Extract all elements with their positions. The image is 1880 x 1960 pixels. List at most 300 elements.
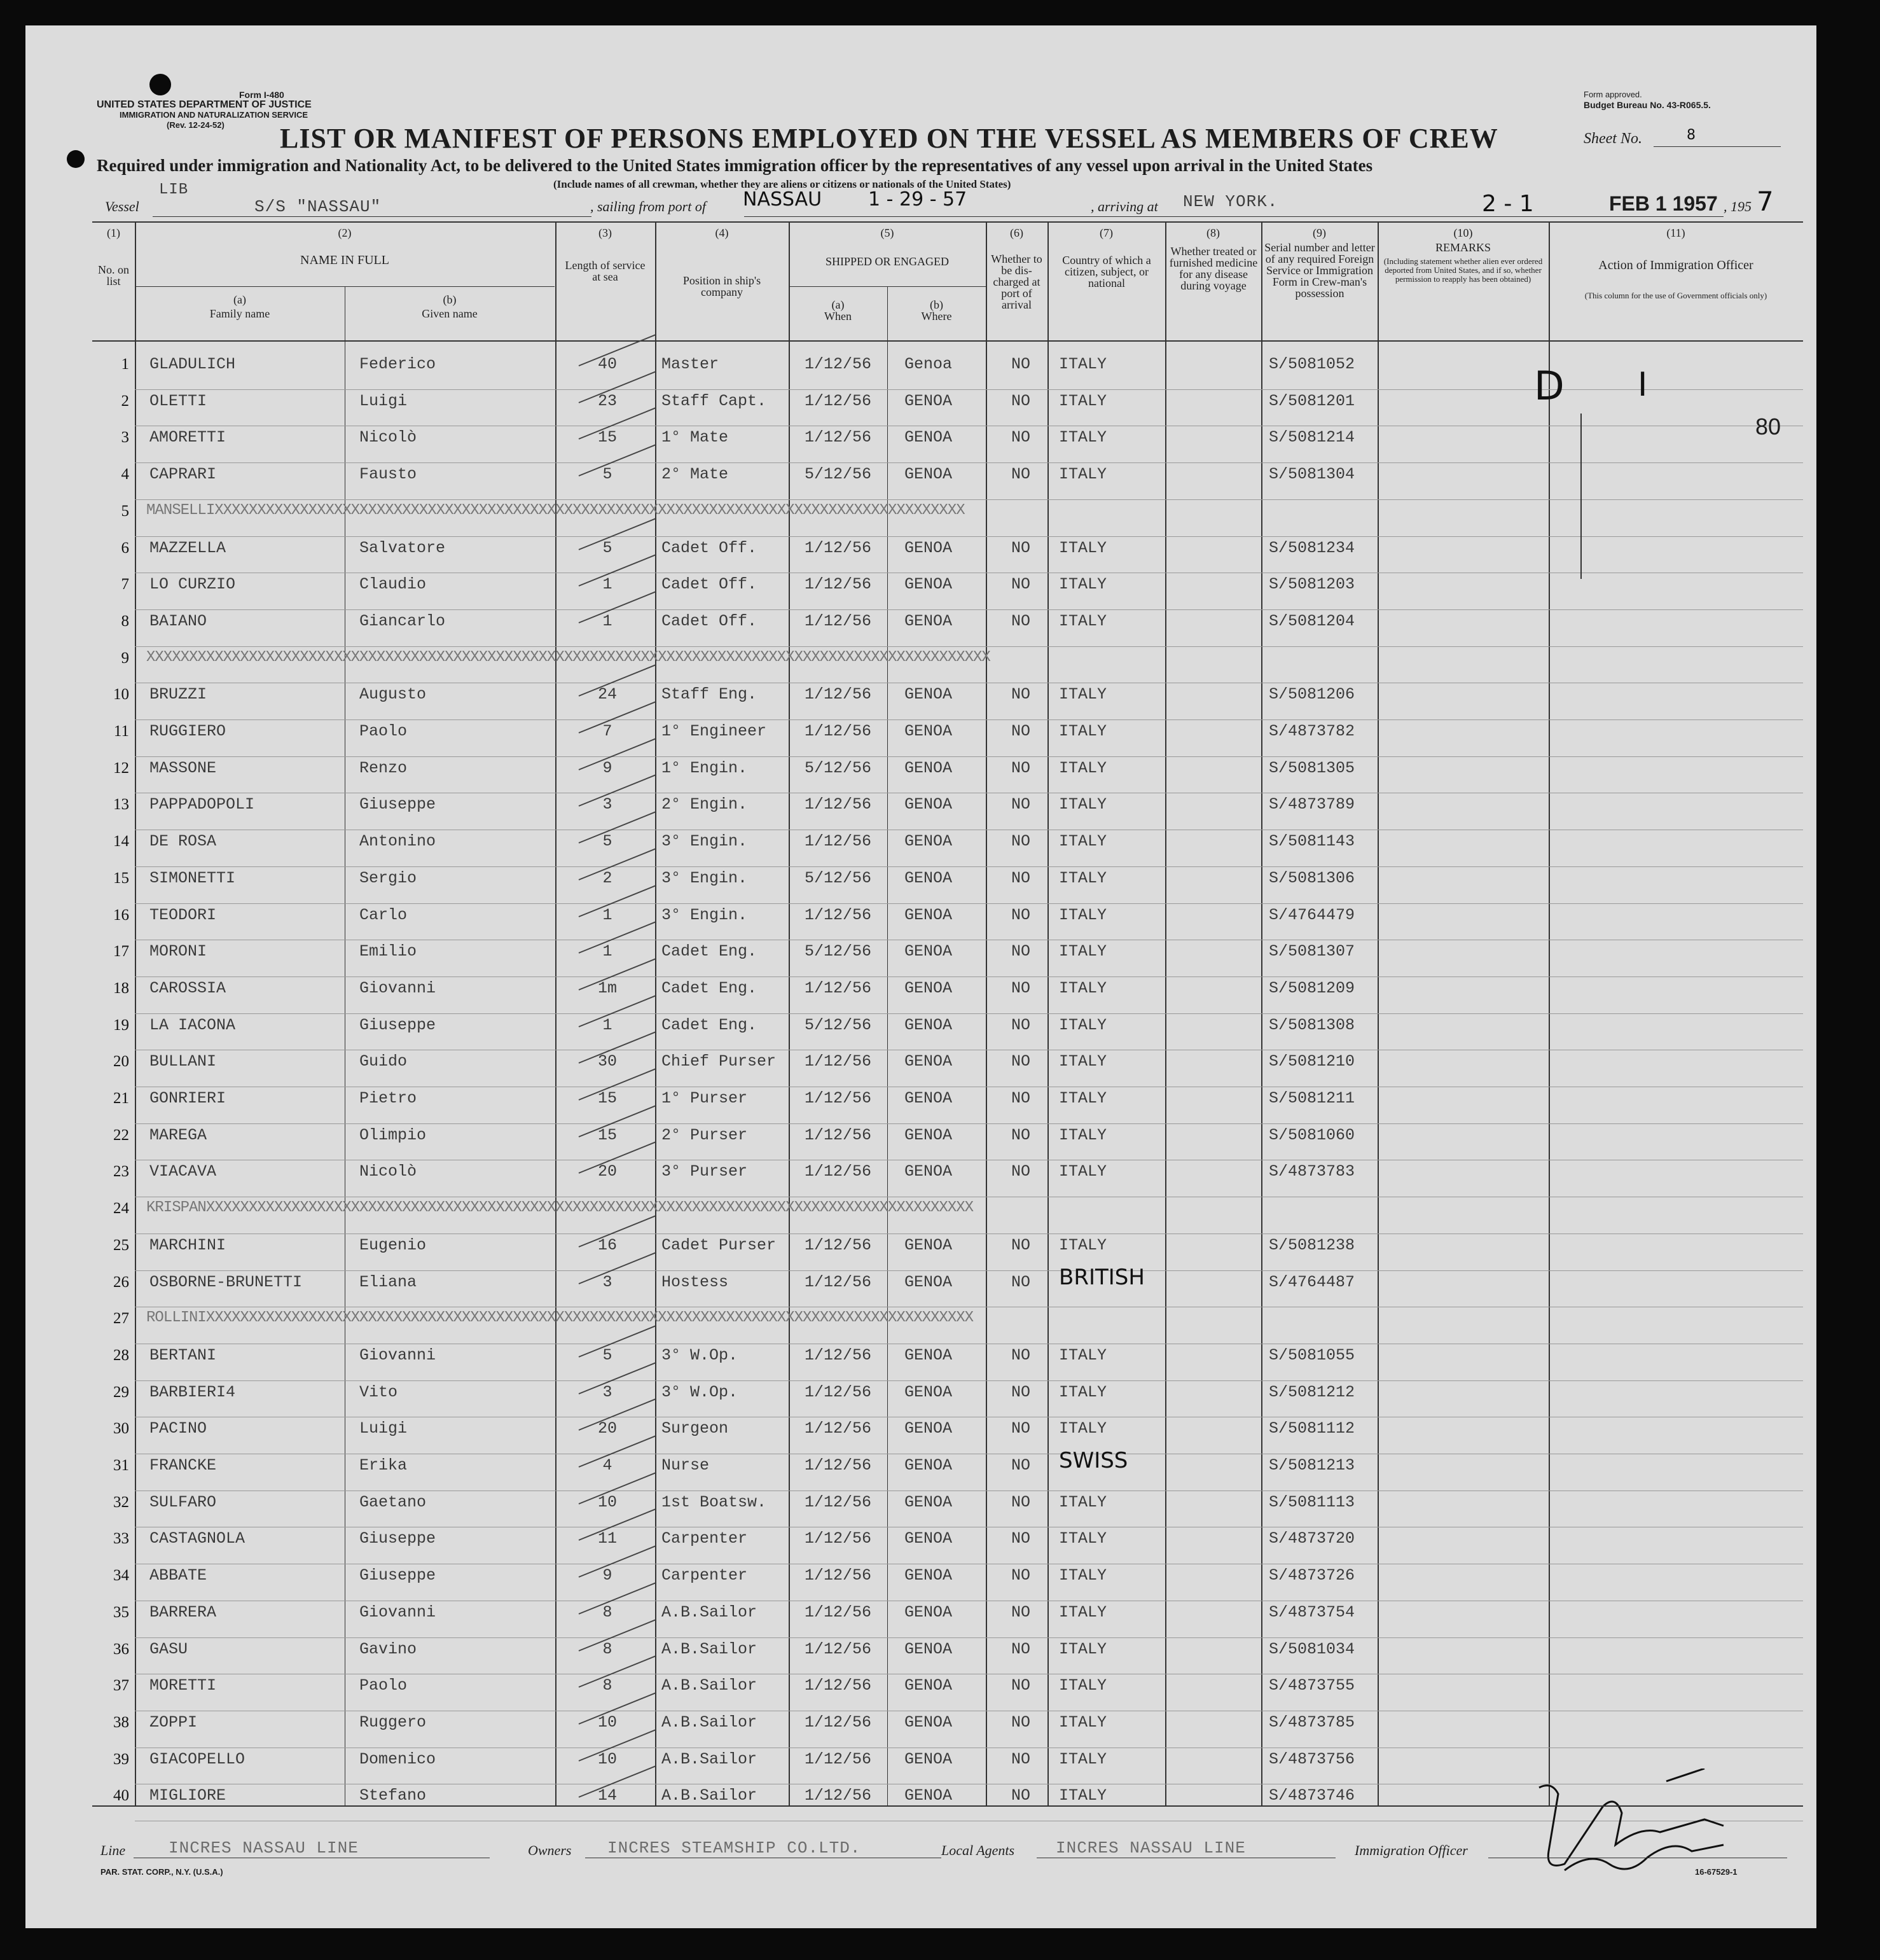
discharged-cell: NO [1011, 428, 1030, 447]
where-cell: GENOA [904, 1786, 953, 1805]
when-cell: 1/12/56 [805, 1529, 872, 1548]
where-cell: GENOA [904, 1749, 953, 1769]
hdr-action-note: (This column for the use of Government officials only) [1584, 291, 1767, 300]
discharged-cell: NO [1011, 1272, 1030, 1291]
given-name-cell: Olimpio [359, 1125, 427, 1144]
when-cell: 1/12/56 [805, 1382, 872, 1401]
when-cell: 1/12/56 [805, 978, 872, 997]
position-cell: 3° W.Op. [661, 1382, 738, 1401]
family-name-cell: SULFARO [149, 1492, 217, 1512]
serial-cell: S/5081055 [1269, 1345, 1355, 1365]
row-number: 5 [121, 502, 129, 520]
serial-cell: S/5081203 [1269, 575, 1355, 594]
length-cell: 5 [602, 465, 612, 484]
row-number: 22 [113, 1126, 129, 1144]
row-number: 2 [121, 392, 129, 410]
serial-cell: S/5081234 [1269, 538, 1355, 557]
family-name-cell: GLADULICH [149, 355, 236, 373]
struck-out-entry: XXXXXXXXXXXXXXXXXXXXXXXXXXXXXXXXXXXXXXXXXXXXXXXXXXXXXXXXXXXXXXXXXXXXXXXXXXXXXXXXXXXXXXXXXXXXXXXXXXX [146, 648, 990, 666]
when-cell: 1/12/56 [805, 795, 872, 814]
where-cell: GENOA [904, 1235, 953, 1255]
length-cell: 9 [602, 758, 612, 777]
serial-cell: S/4764487 [1269, 1272, 1355, 1291]
country-cell: ITALY [1059, 685, 1107, 704]
country-cell: ITALY [1059, 1492, 1107, 1512]
hdr-position: Position in ship's company [682, 274, 761, 298]
length-cell: 1 [602, 611, 612, 630]
col-num-6: (6) [1010, 226, 1023, 239]
country-cell: ITALY [1059, 1125, 1107, 1144]
discharged-cell: NO [1011, 722, 1030, 740]
serial-cell: S/5081209 [1269, 978, 1355, 997]
footer-agents-label: Local Agents [941, 1842, 1015, 1858]
country-cell: ITALY [1059, 1529, 1107, 1548]
length-cell: 16 [597, 1235, 617, 1255]
when-cell: 1/12/56 [805, 355, 872, 373]
position-cell: 2° Purser [661, 1125, 748, 1144]
country-cell: ITALY [1059, 1602, 1107, 1622]
country-cell: ITALY [1059, 575, 1107, 594]
when-cell: 1/12/56 [805, 1272, 872, 1291]
when-cell: 5/12/56 [805, 1015, 872, 1034]
col-num-2: (2) [338, 226, 352, 239]
country-cell: ITALY [1059, 722, 1107, 740]
serial-cell: S/4873726 [1269, 1566, 1355, 1585]
position-cell: Hostess [661, 1272, 729, 1291]
remarks-ditto-line [1580, 414, 1582, 579]
row-number: 21 [113, 1090, 129, 1107]
row-number: 18 [113, 979, 129, 997]
given-name-cell: Giovanni [359, 1602, 436, 1622]
when-cell: 5/12/56 [805, 942, 872, 961]
serial-cell: S/5081308 [1269, 1015, 1355, 1034]
hdr-serial: Serial number and letter of any required Foreign Service or Immigration Form in Crew-man's possession [1264, 241, 1375, 300]
given-name-cell: Domenico [359, 1749, 436, 1769]
hdr-family-a: (a) [233, 293, 246, 306]
when-cell: 1/12/56 [805, 722, 872, 740]
length-cell: 2 [602, 868, 612, 887]
country-cell: ITALY [1059, 1749, 1107, 1769]
given-name-cell: Renzo [359, 758, 408, 777]
sheet-no-value: 8 [1687, 127, 1696, 143]
serial-cell: S/5081143 [1269, 832, 1355, 851]
where-cell: GENOA [904, 758, 953, 777]
given-name-cell: Gaetano [359, 1492, 427, 1512]
family-name-cell: BULLANI [149, 1052, 217, 1071]
row-number: 29 [113, 1383, 129, 1401]
length-cell: 20 [597, 1162, 617, 1181]
position-cell: Carpenter [661, 1566, 748, 1585]
family-name-cell: ZOPPI [149, 1713, 198, 1732]
serial-cell: S/4873720 [1269, 1529, 1355, 1548]
country-cell: ITALY [1059, 465, 1107, 484]
where-cell: GENOA [904, 1602, 953, 1622]
when-cell: 1/12/56 [805, 1235, 872, 1255]
family-name-cell: MAZZELLA [149, 538, 226, 557]
col-num-8: (8) [1206, 226, 1220, 239]
when-cell: 1/12/56 [805, 428, 872, 447]
family-name-cell: BARBIERI4 [149, 1382, 236, 1401]
where-cell: GENOA [904, 1015, 953, 1034]
serial-cell: S/5081060 [1269, 1125, 1355, 1144]
country-cell: ITALY [1059, 1639, 1107, 1658]
country-cell: ITALY [1059, 905, 1107, 924]
department: UNITED STATES DEPARTMENT OF JUSTICE [97, 99, 312, 110]
family-name-cell: OSBORNE-BRUNETTI [149, 1272, 303, 1291]
hdr-where: Where [921, 310, 952, 323]
country-cell: ITALY [1059, 538, 1107, 557]
family-name-cell: DE ROSA [149, 832, 217, 851]
serial-cell: S/5081213 [1269, 1456, 1355, 1475]
serial-cell: S/5081212 [1269, 1382, 1355, 1401]
where-cell: GENOA [904, 1676, 953, 1695]
discharged-cell: NO [1011, 611, 1030, 630]
where-cell: GENOA [904, 1089, 953, 1108]
given-name-cell: Paolo [359, 1676, 408, 1695]
when-cell: 1/12/56 [805, 832, 872, 851]
given-name-cell: Federico [359, 355, 436, 373]
position-cell: Cadet Off. [661, 611, 757, 630]
family-name-cell: VIACAVA [149, 1162, 217, 1181]
hdr-when-a: (a) [831, 298, 845, 311]
serial-cell: S/4873754 [1269, 1602, 1355, 1622]
where-cell: GENOA [904, 611, 953, 630]
when-cell: 1/12/56 [805, 1419, 872, 1438]
row-number: 33 [113, 1530, 129, 1548]
col-num-5: (5) [880, 226, 894, 239]
length-cell: 7 [602, 722, 612, 740]
row-number: 7 [121, 576, 129, 594]
row-number: 35 [113, 1603, 129, 1621]
where-cell: GENOA [904, 832, 953, 851]
position-cell: 2° Engin. [661, 795, 748, 814]
position-cell: Surgeon [661, 1419, 729, 1438]
when-cell: 1/12/56 [805, 1602, 872, 1622]
given-name-cell: Pietro [359, 1089, 417, 1108]
discharged-cell: NO [1011, 905, 1030, 924]
when-cell: 1/12/56 [805, 1089, 872, 1108]
where-cell: GENOA [904, 795, 953, 814]
col-num-11: (11) [1666, 226, 1685, 239]
discharged-cell: NO [1011, 1382, 1030, 1401]
discharged-cell: NO [1011, 538, 1030, 557]
discharged-cell: NO [1011, 1089, 1030, 1108]
where-cell: GENOA [904, 942, 953, 961]
length-cell: 8 [602, 1639, 612, 1658]
country-cell: ITALY [1059, 795, 1107, 814]
given-name-cell: Giancarlo [359, 611, 446, 630]
family-name-cell: LO CURZIO [149, 575, 236, 594]
serial-cell: S/5081206 [1269, 685, 1355, 704]
length-cell: 10 [597, 1749, 617, 1769]
serial-cell: S/5081214 [1269, 428, 1355, 447]
where-cell: GENOA [904, 1566, 953, 1585]
given-name-cell: Nicolò [359, 1162, 417, 1181]
where-cell: GENOA [904, 1162, 953, 1181]
country-cell: ITALY [1059, 1676, 1107, 1695]
arriving-date: 2 - 1 [1482, 191, 1534, 217]
footer-line-label: Line [100, 1842, 126, 1858]
row-number: 16 [113, 906, 129, 924]
col-num-10: (10) [1453, 226, 1473, 239]
when-cell: 1/12/56 [805, 1052, 872, 1071]
where-cell: GENOA [904, 538, 953, 557]
row-number: 19 [113, 1016, 129, 1034]
row-number: 4 [121, 466, 129, 483]
serial-cell: S/5081052 [1269, 355, 1355, 373]
vessel-label: Vessel [105, 198, 139, 214]
family-name-cell: MORETTI [149, 1676, 217, 1695]
hdr-remarks-note: (Including statement whether alien ever ordered deported from United States, and if so, whether permission to reapply has been obtained) [1383, 256, 1543, 284]
length-cell: 3 [602, 1382, 612, 1401]
position-cell: 1° Purser [661, 1089, 748, 1108]
length-cell: 23 [597, 391, 617, 410]
length-cell: 24 [597, 685, 617, 704]
family-name-cell: PAPPADOPOLI [149, 795, 255, 814]
discharged-cell: NO [1011, 1419, 1030, 1438]
given-name-cell: Emilio [359, 942, 417, 961]
length-cell: 9 [602, 1566, 612, 1585]
where-cell: GENOA [904, 1345, 953, 1365]
discharged-cell: NO [1011, 758, 1030, 777]
position-cell: Master [661, 355, 719, 373]
serial-cell: S/5081304 [1269, 465, 1355, 484]
length-cell: 8 [602, 1676, 612, 1695]
row-number: 14 [113, 833, 129, 851]
given-name-cell: Eliana [359, 1272, 417, 1291]
length-cell: 30 [597, 1052, 617, 1071]
serial-cell: S/4873756 [1269, 1749, 1355, 1769]
when-cell: 1/12/56 [805, 1162, 872, 1181]
position-cell: 1° Engin. [661, 758, 748, 777]
family-name-cell: GASU [149, 1639, 188, 1658]
given-name-cell: Ruggero [359, 1713, 427, 1732]
country-cell: ITALY [1059, 832, 1107, 851]
serial-cell: S/5081204 [1269, 611, 1355, 630]
serial-cell: S/4873785 [1269, 1713, 1355, 1732]
row-number: 20 [113, 1053, 129, 1071]
given-name-cell: Giovanni [359, 1345, 436, 1365]
family-name-cell: GONRIERI [149, 1089, 226, 1108]
family-name-cell: BRUZZI [149, 685, 207, 704]
length-cell: 1 [602, 905, 612, 924]
family-name-cell: GIACOPELLO [149, 1749, 245, 1769]
position-cell: Cadet Purser [661, 1235, 777, 1255]
col-num-3: (3) [598, 226, 612, 239]
serial-cell: S/5081034 [1269, 1639, 1355, 1658]
family-name-cell: FRANCKE [149, 1456, 217, 1475]
family-name-cell: CAROSSIA [149, 978, 226, 997]
serial-cell: S/4873746 [1269, 1786, 1355, 1805]
position-cell: Cadet Eng. [661, 978, 757, 997]
col-num-1: (1) [107, 226, 120, 239]
vessel-name: S/S "NASSAU" [254, 197, 382, 216]
length-cell: 8 [602, 1602, 612, 1622]
service: IMMIGRATION AND NATURALIZATION SERVICE [120, 110, 308, 120]
serial-cell: S/5081113 [1269, 1492, 1355, 1512]
when-cell: 1/12/56 [805, 1125, 872, 1144]
country-cell: ITALY [1059, 1382, 1107, 1401]
arriving-label: , arriving at [1091, 198, 1158, 214]
length-cell: 1 [602, 1015, 612, 1034]
row-number: 12 [113, 759, 129, 777]
serial-cell: S/5081201 [1269, 391, 1355, 410]
hdr-name-in-full: NAME IN FULL [300, 253, 389, 267]
where-cell: GENOA [904, 978, 953, 997]
where-cell: GENOA [904, 1419, 953, 1438]
position-cell: Carpenter [661, 1529, 748, 1548]
where-cell: Genoa [904, 355, 953, 373]
family-name-cell: MARCHINI [149, 1235, 226, 1255]
struck-out-entry: KRISPANXXXXXXXXXXXXXXXXXXXXXXXXXXXXXXXXXXXXXXXXXXXXXXXXXXXXXXXXXXXXXXXXXXXXXXXXXXXXXXXXXXXXXXXXXX [146, 1199, 974, 1217]
row-number: 30 [113, 1420, 129, 1438]
include-note: (Include names of all crewman, whether they are aliens or citizens or nationals of the United States) [553, 178, 1011, 190]
family-name-cell: RUGGIERO [149, 722, 226, 740]
length-cell: 11 [597, 1529, 617, 1548]
family-name-cell: TEODORI [149, 905, 217, 924]
footer-officer-label: Immigration Officer [1355, 1842, 1468, 1858]
position-cell: Nurse [661, 1456, 710, 1475]
where-cell: GENOA [904, 1529, 953, 1548]
given-name-cell: Antonino [359, 832, 436, 851]
position-cell: A.B.Sailor [661, 1676, 757, 1695]
family-name-cell: LA IACONA [149, 1015, 236, 1034]
row-number: 24 [113, 1200, 129, 1218]
serial-cell: S/4873782 [1269, 722, 1355, 740]
country-cell: ITALY [1059, 978, 1107, 997]
footer-code: 16-67529-1 [1695, 1867, 1738, 1877]
action-mark-row1: I [1638, 366, 1648, 404]
footer-owners-value: INCRES STEAMSHIP CO.LTD. [607, 1838, 861, 1858]
given-name-cell: Fausto [359, 465, 417, 484]
serial-cell: S/5081305 [1269, 758, 1355, 777]
position-cell: 1st Boatsw. [661, 1492, 767, 1512]
where-cell: GENOA [904, 685, 953, 704]
length-cell: 3 [602, 1272, 612, 1291]
country-cell: ITALY [1059, 942, 1107, 961]
hdr-when: When [824, 310, 852, 323]
when-cell: 1/12/56 [805, 1492, 872, 1512]
position-cell: 1° Mate [661, 428, 729, 447]
given-name-cell: Salvatore [359, 538, 446, 557]
when-cell: 1/12/56 [805, 1713, 872, 1732]
country-cell: ITALY [1059, 1089, 1107, 1108]
row-number: 1 [121, 356, 129, 373]
position-cell: A.B.Sailor [661, 1602, 757, 1622]
when-cell: 5/12/56 [805, 758, 872, 777]
where-cell: GENOA [904, 1492, 953, 1512]
length-cell: 5 [602, 538, 612, 557]
col-num-4: (4) [715, 226, 729, 239]
row-number: 6 [121, 539, 129, 557]
discharged-cell: NO [1011, 1456, 1030, 1475]
row-number: 38 [113, 1713, 129, 1731]
discharged-cell: NO [1011, 1786, 1030, 1805]
row-number: 40 [113, 1787, 129, 1805]
country-cell: ITALY [1059, 1235, 1107, 1255]
row-number: 34 [113, 1567, 129, 1585]
where-cell: GENOA [904, 1052, 953, 1071]
where-cell: GENOA [904, 1456, 953, 1475]
action-mark-row2: 80 [1755, 414, 1781, 440]
position-cell: 3° Engin. [661, 905, 748, 924]
family-name-cell: MASSONE [149, 758, 217, 777]
position-cell: 3° Engin. [661, 868, 748, 887]
country-cell: ITALY [1059, 1419, 1107, 1438]
length-cell: 5 [602, 1345, 612, 1365]
when-cell: 1/12/56 [805, 685, 872, 704]
family-name-cell: BERTANI [149, 1345, 217, 1365]
row-number: 27 [113, 1310, 129, 1328]
col-num-7: (7) [1100, 226, 1113, 239]
when-cell: 1/12/56 [805, 1345, 872, 1365]
when-cell: 1/12/56 [805, 538, 872, 557]
punch-hole-2 [67, 150, 85, 168]
row-number: 3 [121, 429, 129, 447]
given-name-cell: Carlo [359, 905, 408, 924]
position-cell: A.B.Sailor [661, 1639, 757, 1658]
hdr-where-b: (b) [930, 298, 943, 311]
sailing-label: , sailing from port of [590, 198, 706, 214]
budget-bureau: Budget Bureau No. 43-R065.5. [1584, 100, 1711, 110]
position-cell: Staff Capt. [661, 391, 767, 410]
form-number: Form I-480 [239, 90, 284, 100]
discharged-cell: NO [1011, 942, 1030, 961]
length-cell: 3 [602, 795, 612, 814]
position-cell: 1° Engineer [661, 722, 767, 740]
where-cell: GENOA [904, 465, 953, 484]
country-cell: ITALY [1059, 758, 1107, 777]
hdr-discharged: Whether to be dis-charged at port of arrival [991, 253, 1042, 311]
serial-cell: S/4764479 [1269, 905, 1355, 924]
struck-out-entry: ROLLINIXXXXXXXXXXXXXXXXXXXXXXXXXXXXXXXXXXXXXXXXXXXXXXXXXXXXXXXXXXXXXXXXXXXXXXXXXXXXXXXXXXXXXXXXXX [146, 1309, 974, 1327]
family-name-cell: PACINO [149, 1419, 207, 1438]
position-cell: A.B.Sailor [661, 1786, 757, 1805]
row-number: 25 [113, 1236, 129, 1254]
given-name-cell: Sergio [359, 868, 417, 887]
family-name-cell: MORONI [149, 942, 207, 961]
sailing-port: NASSAU [743, 188, 822, 211]
year-suffix: , 195 [1724, 198, 1752, 214]
position-cell: Cadet Off. [661, 538, 757, 557]
length-cell: 1 [602, 575, 612, 594]
given-name-cell: Gavino [359, 1639, 417, 1658]
serial-cell: S/5081210 [1269, 1052, 1355, 1071]
row-number: 10 [113, 686, 129, 704]
year-digit: 7 [1757, 186, 1774, 217]
position-cell: A.B.Sailor [661, 1749, 757, 1769]
received-stamp: FEB 1 1957 [1609, 192, 1718, 215]
country-cell: BRITISH [1059, 1267, 1145, 1287]
when-cell: 5/12/56 [805, 868, 872, 887]
given-name-cell: Guido [359, 1052, 408, 1071]
serial-cell: S/5081238 [1269, 1235, 1355, 1255]
serial-cell: S/4873789 [1269, 795, 1355, 814]
hdr-no-on-list: No. on list [98, 263, 129, 288]
footer-printer: PAR. STAT. CORP., N.Y. (U.S.A.) [100, 1867, 223, 1877]
family-name-cell: OLETTI [149, 391, 207, 410]
remarks-mark-row1: D [1534, 363, 1565, 409]
position-cell: A.B.Sailor [661, 1713, 757, 1732]
hdr-given-b: (b) [443, 293, 457, 306]
hdr-treated: Whether treated or furnished medicine for any disease during voyage [1169, 245, 1258, 292]
family-name-cell: SIMONETTI [149, 868, 236, 887]
length-cell: 14 [597, 1786, 617, 1805]
row-number: 32 [113, 1493, 129, 1511]
when-cell: 1/12/56 [805, 1639, 872, 1658]
punch-hole [149, 74, 171, 95]
when-cell: 1/12/56 [805, 1676, 872, 1695]
